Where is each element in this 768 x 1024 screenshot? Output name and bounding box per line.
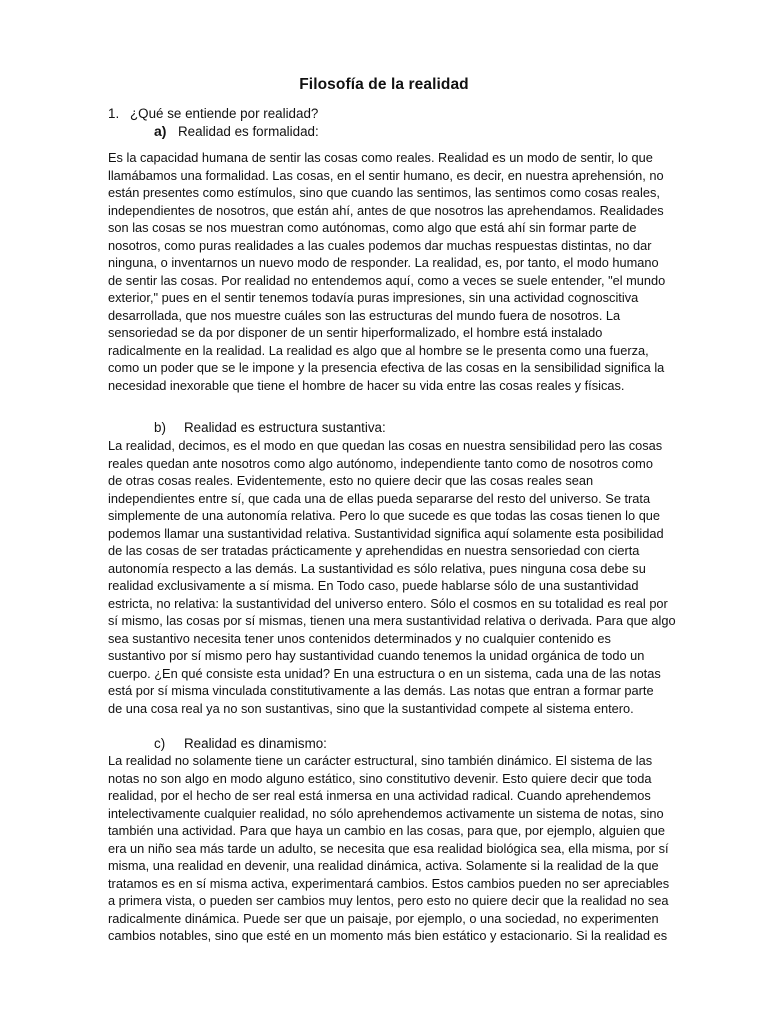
paragraph-line: realidad, por el hecho de ser real está inmersa en una actividad radical. Cuando aprehendemos — [108, 788, 651, 803]
paragraph-line: misma, una realidad en devenir, una realidad dinámica, activa. Solamente si la realidad de la que — [108, 858, 659, 873]
section-a-marker: a) — [154, 123, 167, 139]
paragraph-line: llamábamos una formalidad. Las cosas, en el sentir humano, es decir, en nuestra aprehensión, no — [108, 167, 664, 183]
section-a-heading — [154, 123, 319, 139]
paragraph-line: independientes de nosotros, que están ahí, antes de que nosotros las aprehendamos. Realidades — [108, 202, 664, 218]
paragraph-line: de las cosas de ser tratadas prácticamente y aprehendidas en nuestra sensoriedad con cierta — [108, 543, 640, 558]
paragraph-line: está por sí misma vinculada constitutivamente a las demás. Las notas que entran a formar parte — [108, 683, 654, 698]
paragraph-line: La realidad, decimos, es el modo en que quedan las cosas en nuestra sensibilidad pero las cosas — [108, 438, 663, 453]
paragraph-line: ninguna, o inventarnos un nuevo modo de responder. La realidad, es, por tanto, el modo humano — [108, 255, 659, 270]
paragraph-line: La realidad no solamente tiene un carácter estructural, sino también dinámico. El sistema de las — [108, 753, 653, 768]
paragraph-line: Es la capacidad humana de sentir las cosas como reales. Realidad es un modo de sentir, lo que — [108, 150, 653, 165]
section-c-heading — [154, 736, 327, 751]
paragraph-line: como un poder que se le impone y la presencia efectiva de las cosas en la sensibilidad significa la — [108, 360, 665, 375]
page-title: Filosofía de la realidad — [299, 76, 469, 93]
question-text: ¿Qué se entiende por realidad? — [130, 106, 319, 121]
section-a-paragraph — [108, 149, 666, 394]
paragraph-line: exterior," pues en el sentir tenemos todavía puras impresiones, sin una actividad cognoscitiva — [108, 290, 639, 305]
question-heading — [108, 106, 318, 121]
paragraph-line: nosotros, como puras realidades a las cuales podemos dar muchas respuestas distintas, no dar — [108, 237, 652, 253]
paragraph-line: radicalmente en la realidad. La realidad es algo que al hombre se le presenta como una fuerza, — [108, 342, 649, 358]
section-b-paragraph — [108, 437, 676, 717]
paragraph-line: sí mismo, las cosas por sí mismas, tienen una mera sustantividad relativa o derivada. Para que algo — [108, 613, 676, 628]
section-a-title: Realidad es formalidad: — [178, 124, 319, 139]
paragraph-line: independientes entre sí, que cada una de ellas pueda separarse del resto del universo. Se trata — [108, 490, 651, 506]
section-b-heading — [154, 420, 386, 435]
paragraph-line: cuerpo. ¿En qué consiste esta unidad? En una estructura o en un sistema, cada una de las notas — [108, 665, 661, 681]
paragraph-line: era un niño sea más tarde un adulto, se necesita que esa realidad biológica sea, ella misma, por sí — [108, 840, 669, 856]
section-c-paragraph — [108, 752, 670, 945]
paragraph-line: están presentes como estímulos, sino que cuando las sentimos, las sentimos como cosas reales, — [108, 185, 660, 200]
section-b-title: Realidad es estructura sustantiva: — [184, 420, 386, 435]
paragraph-line: sea sustantivo necesita tener unos contenidos determinados y no cualquier contenido es — [108, 630, 611, 646]
paragraph-line: notas no son algo en modo alguno estático, sino constitutivo devenir. Esto quiere decir que toda — [108, 770, 652, 786]
paragraph-line: cambios notables, sino que esté en un momento más bien estático y estacionario. Si la realidad es — [108, 928, 668, 943]
paragraph-line: intelectivamente cualquier realidad, no sólo aprehendemos activamente un sistema de notas, sino — [108, 805, 664, 821]
paragraph-line: simplemente de una autonomía relativa. Pero lo que sucede es que todas las cosas tienen lo que — [108, 508, 661, 523]
paragraph-line: necesidad inexorable que tiene el hombre de hacer su vida entre las cosas reales y físicas. — [108, 377, 625, 393]
paragraph-line: realidad exclusivamente a sí misma. En Todo caso, puede hablarse sólo de una sustantividad — [108, 578, 639, 593]
paragraph-line: de otras cosas reales. Evidentemente, esto no quiere decir que las cosas reales sean — [108, 473, 594, 488]
question-number: 1. — [108, 106, 120, 121]
paragraph-line: desarrollada, que nos muestre cuáles son las estructuras del mundo fuera de nosotros. La — [108, 307, 621, 323]
section-b-marker: b) — [154, 420, 166, 435]
paragraph-line: de sentir las cosas. Por realidad no entendemos aquí, como a veces se suele entender, "el mundo — [108, 272, 666, 288]
paragraph-line: también una actividad. Para que haya un cambio en las cosas, para que, por ejemplo, alguien que — [108, 823, 666, 838]
paragraph-line: sensoriedad se da por disponer de un sentir hiperformalizado, el hombre está instalado — [108, 325, 603, 340]
paragraph-line: sustantivo por sí mismo pero hay sustantividad cuando tenemos la unidad orgánica de todo un — [108, 648, 645, 663]
paragraph-line: podemos llamar una sustantividad relativa. Sustantividad significa aquí solamente esta posibilidad — [108, 525, 664, 541]
paragraph-line: son las cosas se nos muestran como autónomas, como algo que está ahí sin formar parte de — [108, 220, 637, 235]
paragraph-line: reales quedan ante nosotros como algo autónomo, independiente tanto como de nosotros como — [108, 455, 653, 471]
paragraph-line: de una cosa real ya no son sustantivas, sino que la sustantividad compete al sistema entero. — [108, 700, 634, 716]
paragraph-line: autonomía respecto a las demás. La sustantividad es sólo relativa, pues ninguna cosa debe su — [108, 560, 646, 576]
paragraph-line: estricta, no relativa: la sustantividad del universo entero. Sólo el cosmos en su totalidad es real por — [108, 595, 668, 611]
paragraph-line: tratamos es en sí misma activa, experimentará cambios. Estos cambios pueden no ser apreciables — [108, 875, 670, 891]
section-c-title: Realidad es dinamismo: — [184, 736, 327, 751]
section-c-marker: c) — [154, 736, 166, 751]
paragraph-line: a primera vista, o pueden ser cambios muy lentos, pero esto no quiere decir que la realidad no sea — [108, 893, 669, 908]
paragraph-line: radicalmente dinámica. Puede ser que un paisaje, por ejemplo, o una sociedad, no experimenten — [108, 910, 659, 926]
